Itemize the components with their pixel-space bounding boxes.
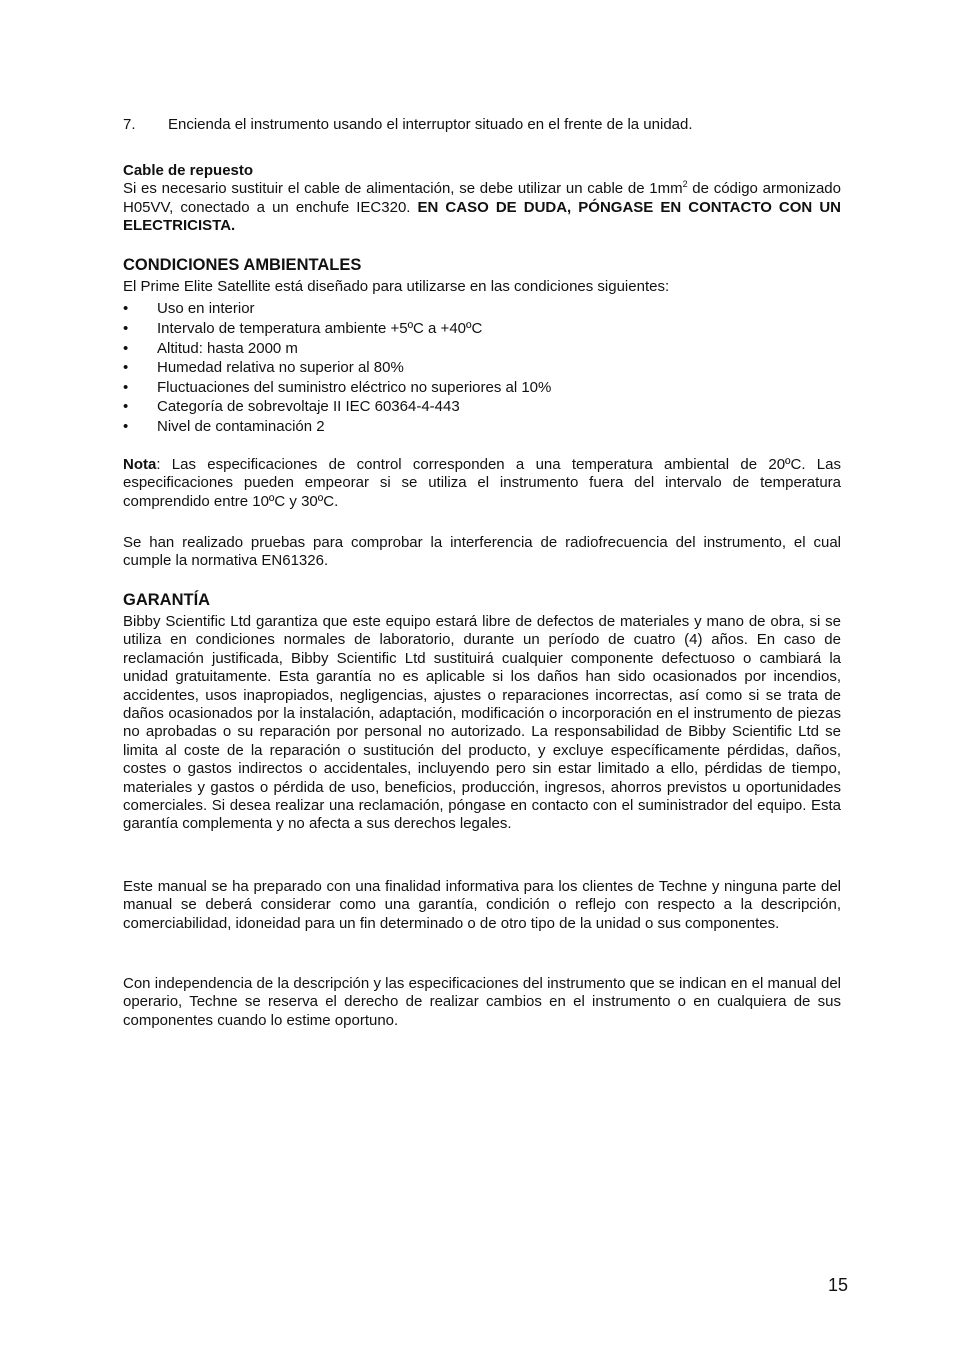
list-item [123,358,841,378]
note-label: Nota [123,456,157,473]
cable-paragraph [123,180,841,235]
cable-warning: EN CASO DE DUDA, PÓNGASE EN CONTACTO CON UN ELECTRICISTA. [123,198,841,235]
list-item [123,417,841,437]
list-item-text: Humedad relativa no superior al 80% [157,359,404,377]
cable-section [123,162,841,236]
bullet-icon: • [123,378,129,396]
list-item [123,397,841,417]
warranty-heading: GARANTÍA [123,591,211,609]
disclaimer-paragraph: Este manual se ha preparado con una finalidad informativa para los clientes de Techne y ninguna parte del manual se deberá considerar como una garantía, condición o reflejo con respecto a la descripción, comerciabilidad, idoneidad para un fin determinado o de otro tipo de la unidad o sus componentes. [123,878,841,932]
bullet-icon: • [123,300,129,318]
cable-superscript: 2 [682,179,688,190]
page-number: 15 [828,1275,849,1295]
cable-text-a: Si es necesario sustituir el cable de alimentación, se debe utilizar un cable de 1mm [123,180,683,198]
conditions-intro: El Prime Elite Satellite está diseñado para utilizarse en las condiciones siguientes: [123,278,670,295]
list-item-text: Fluctuaciones del suministro eléctrico no superiores al 10% [157,378,552,396]
list-item-text: Uso en interior [157,300,255,318]
cable-text-b: de código armonizado H05VV, conectado a un enchufe IEC320. [123,180,841,216]
conditions-section [123,255,841,437]
list-item [123,378,841,398]
list-item [123,319,841,339]
conditions-heading: CONDICIONES AMBIENTALES [123,256,362,274]
bullet-icon: • [123,398,129,416]
list-item-text: Altitud: hasta 2000 m [157,339,298,357]
step-text: Encienda el instrumento usando el interruptor situado en el frente de la unidad. [168,116,693,133]
list-item [123,339,841,359]
emc-paragraph: Se han realizado pruebas para comprobar la interferencia de radiofrecuencia del instrumento, el cual cumple la normativa EN61326. [123,534,841,570]
note-text: : Las especificaciones de control corresponden a una temperatura ambiental de 20ºC. Las especificaciones pueden empeorar si se utiliza el instrumento fuera del intervalo de temperatura comprendido entre 10ºC y 30ºC. [123,456,841,510]
list-item-text: Intervalo de temperatura ambiente +5ºC a +40ºC [157,320,483,337]
cable-heading: Cable de repuesto [123,162,254,179]
step-number: 7. [123,116,136,133]
list-item-text: Nivel de contaminación 2 [157,417,325,435]
changes-paragraph: Con independencia de la descripción y las especificaciones del instrumento que se indican en el manual del operario, Techne se reserva el derecho de realizar cambios en el instrumento o en cualquiera de sus componentes cuando lo estime oportuno. [123,975,841,1029]
bullet-icon: • [123,339,129,357]
bullet-icon: • [123,359,129,377]
warranty-paragraph: Bibby Scientific Ltd garantiza que este equipo estará libre de defectos de materiales y mano de obra, si se utiliza en condiciones normales de laboratorio, durante un período de cuatro (4) años. En caso de reclamación justificada, Bibby Scientific Ltd sustituirá cualquier componente defectuoso o cambiará la unidad gratuitamente. Esta garantía no es aplicable si los daños han sido ocasionados por incendios, accidentes, usos inapropiados, negligencias, ajustes o reparaciones incorrectas, así como si se trata de daños ocasionados por la instalación, adaptación, modificación o incorporación en el instrumento de piezas no aprobadas o su reparación por personal no autorizado. La responsabilidad de Bibby Scientific Ltd se limita al coste de la reparación o sustitución del producto, y excluye específicamente pérdidas, daños, costes o gastos indirectos o accidentales, incluyendo pero sin estar limitado a ello, pérdidas de tiempo, materiales y gastos o pérdida de uso, beneficios, producción, ingresos, ahorros previstos u oportunidades comerciales. Si desea realizar una reclamación, póngase en contacto con el suministrador del equipo. Esta garantía complementa y no afecta a sus derechos legales. [123,613,841,833]
bullet-icon: • [123,320,129,337]
bullet-icon: • [123,417,129,435]
conditions-list [123,299,841,436]
warranty-section [123,590,841,834]
list-item-text: Categoría de sobrevoltaje II IEC 60364-4-443 [157,398,460,416]
note-paragraph [123,456,841,511]
list-item [123,299,841,319]
